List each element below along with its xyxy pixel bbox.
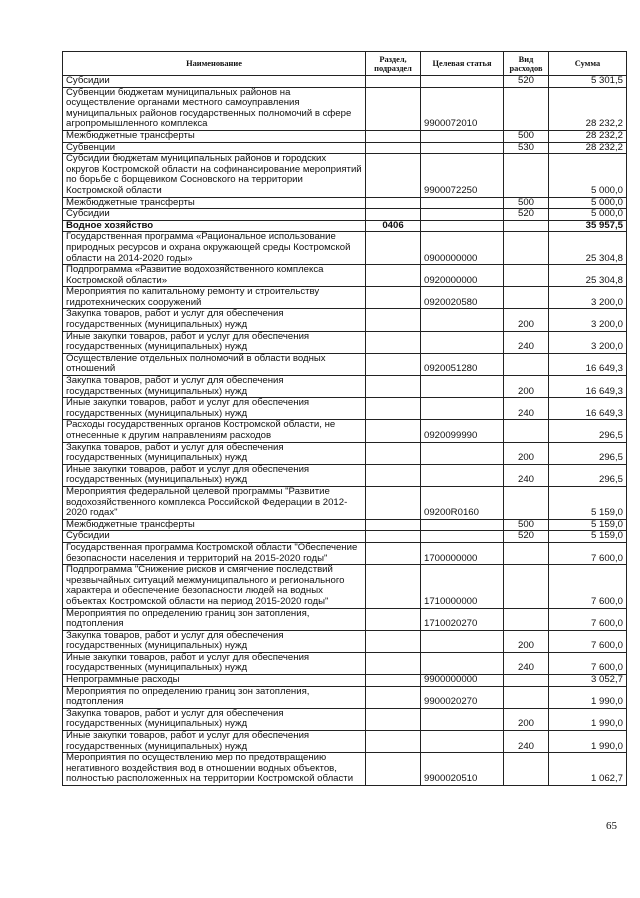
cell-target: 1710000000: [421, 565, 504, 608]
cell-kind: 500: [504, 197, 549, 209]
header-name: Наименование: [63, 52, 366, 76]
cell-sum: 5 159,0: [549, 486, 627, 519]
header-target: Целевая статья: [421, 52, 504, 76]
cell-kind: 500: [504, 519, 549, 531]
cell-kind: [504, 87, 549, 130]
table-row: [63, 265, 627, 287]
budget-table: [62, 51, 627, 786]
header-kind: Вид расходов: [504, 52, 549, 76]
table-row: [63, 442, 627, 464]
table-row: [63, 652, 627, 674]
cell-name: Непрограммные расходы: [63, 675, 366, 687]
cell-section: [366, 708, 421, 730]
cell-sum: 16 649,3: [549, 353, 627, 375]
cell-sum: 7 600,0: [549, 630, 627, 652]
table-row: [63, 630, 627, 652]
cell-sum: 28 232,2: [549, 87, 627, 130]
cell-name: Субвенции бюджетам муниципальных районов на осуществление органами местного самоуправления муниципальных районов государственных полномочий в сфере агропромышленного комплекса: [63, 87, 366, 130]
cell-sum: 3 200,0: [549, 331, 627, 353]
cell-target: 1710020270: [421, 608, 504, 630]
cell-kind: [504, 486, 549, 519]
table-row: [63, 708, 627, 730]
table-row: [63, 565, 627, 608]
cell-target: [421, 652, 504, 674]
cell-sum: 1 062,7: [549, 753, 627, 786]
cell-kind: 530: [504, 142, 549, 154]
cell-kind: 240: [504, 331, 549, 353]
cell-name: Мероприятия по осуществлению мер по предотвращению негативного воздействия вод в отношении водных объектов, полностью расположенных на территории Костромской области: [63, 753, 366, 786]
cell-sum: 296,5: [549, 464, 627, 486]
table-row: [63, 486, 627, 519]
cell-section: [366, 608, 421, 630]
cell-name: Государственная программа Костромской области "Обеспечение безопасности населения и территорий на 2015-2020 годы": [63, 542, 366, 564]
cell-section: [366, 331, 421, 353]
cell-target: [421, 442, 504, 464]
cell-kind: [504, 608, 549, 630]
cell-section: [366, 486, 421, 519]
cell-kind: [504, 542, 549, 564]
cell-name: Закупка товаров, работ и услуг для обеспечения государственных (муниципальных) нужд: [63, 309, 366, 331]
table-row: [63, 130, 627, 142]
table-row: [63, 232, 627, 265]
table-row: [63, 209, 627, 221]
table-row: [63, 197, 627, 209]
cell-kind: 520: [504, 76, 549, 88]
cell-name: Подпрограмма «Развитие водохозяйственного комплекса Костромской области»: [63, 265, 366, 287]
cell-kind: [504, 686, 549, 708]
cell-section: 0406: [366, 220, 421, 232]
cell-sum: 7 600,0: [549, 565, 627, 608]
cell-kind: 200: [504, 630, 549, 652]
cell-target: [421, 464, 504, 486]
table-row: [63, 220, 627, 232]
cell-name: Иные закупки товаров, работ и услуг для обеспечения государственных (муниципальных) нужд: [63, 731, 366, 753]
table-row: [63, 353, 627, 375]
cell-section: [366, 542, 421, 564]
cell-target: [421, 76, 504, 88]
cell-target: 0920099990: [421, 420, 504, 442]
cell-section: [366, 753, 421, 786]
cell-kind: [504, 420, 549, 442]
table-row: [63, 331, 627, 353]
cell-sum: 28 232,2: [549, 142, 627, 154]
cell-target: [421, 376, 504, 398]
cell-section: [366, 630, 421, 652]
cell-kind: [504, 565, 549, 608]
cell-target: 9900020270: [421, 686, 504, 708]
cell-target: 09200R0160: [421, 486, 504, 519]
cell-target: [421, 531, 504, 543]
cell-kind: [504, 753, 549, 786]
cell-kind: 240: [504, 464, 549, 486]
cell-target: [421, 142, 504, 154]
cell-kind: 240: [504, 398, 549, 420]
cell-name: Иные закупки товаров, работ и услуг для обеспечения государственных (муниципальных) нужд: [63, 398, 366, 420]
cell-name: Осуществление отдельных полномочий в области водных отношений: [63, 353, 366, 375]
cell-sum: 296,5: [549, 420, 627, 442]
cell-name: Мероприятия федеральной целевой программы "Развитие водохозяйственного комплекса Российской Федерации в 2012-2020 годах": [63, 486, 366, 519]
cell-name: Субсидии: [63, 531, 366, 543]
table-row: [63, 76, 627, 88]
cell-section: [366, 686, 421, 708]
cell-target: [421, 398, 504, 420]
cell-name: Межбюджетные трансферты: [63, 130, 366, 142]
cell-sum: 1 990,0: [549, 708, 627, 730]
cell-name: Субсидии бюджетам муниципальных районов и городских округов Костромской области на софинансирование мероприятий по борьбе с борщевиком Сосновского на территории Костромской области: [63, 154, 366, 197]
cell-name: Закупка товаров, работ и услуг для обеспечения государственных (муниципальных) нужд: [63, 442, 366, 464]
cell-section: [366, 442, 421, 464]
table-header: [63, 52, 627, 76]
header-section: Раздел, подраздел: [366, 52, 421, 76]
cell-kind: [504, 287, 549, 309]
cell-name: Субвенции: [63, 142, 366, 154]
table-row: [63, 420, 627, 442]
cell-sum: 16 649,3: [549, 398, 627, 420]
cell-name: Закупка товаров, работ и услуг для обеспечения государственных (муниципальных) нужд: [63, 708, 366, 730]
cell-sum: 5 000,0: [549, 209, 627, 221]
cell-sum: 1 990,0: [549, 686, 627, 708]
table-row: [63, 531, 627, 543]
cell-target: 0920051280: [421, 353, 504, 375]
cell-kind: [504, 265, 549, 287]
cell-target: 1700000000: [421, 542, 504, 564]
cell-name: Государственная программа «Рациональное использование природных ресурсов и охрана окружающей среды Костромской области на 2014-2020 годы»: [63, 232, 366, 265]
cell-target: [421, 197, 504, 209]
cell-target: [421, 630, 504, 652]
cell-section: [366, 464, 421, 486]
cell-name: Иные закупки товаров, работ и услуг для обеспечения государственных (муниципальных) нужд: [63, 652, 366, 674]
cell-kind: 240: [504, 652, 549, 674]
cell-target: 0900000000: [421, 232, 504, 265]
table-row: [63, 154, 627, 197]
table-row: [63, 542, 627, 564]
cell-sum: 5 159,0: [549, 531, 627, 543]
table-row: [63, 464, 627, 486]
cell-target: [421, 220, 504, 232]
table-row: [63, 309, 627, 331]
cell-target: [421, 708, 504, 730]
table-row: [63, 731, 627, 753]
cell-name: Мероприятия по определению границ зон затопления, подтопления: [63, 686, 366, 708]
table-row: [63, 287, 627, 309]
cell-name: Межбюджетные трансферты: [63, 519, 366, 531]
cell-kind: 200: [504, 309, 549, 331]
table-body: [63, 76, 627, 786]
cell-sum: 35 957,5: [549, 220, 627, 232]
cell-sum: 5 301,5: [549, 76, 627, 88]
cell-section: [366, 353, 421, 375]
cell-kind: [504, 154, 549, 197]
cell-name: Водное хозяйство: [63, 220, 366, 232]
cell-sum: 28 232,2: [549, 130, 627, 142]
cell-sum: 7 600,0: [549, 542, 627, 564]
cell-section: [366, 519, 421, 531]
cell-section: [366, 376, 421, 398]
cell-kind: 520: [504, 209, 549, 221]
cell-section: [366, 531, 421, 543]
cell-section: [366, 565, 421, 608]
cell-section: [366, 209, 421, 221]
header-sum: Сумма: [549, 52, 627, 76]
cell-sum: 5 000,0: [549, 154, 627, 197]
cell-kind: 200: [504, 376, 549, 398]
cell-sum: 25 304,8: [549, 265, 627, 287]
cell-kind: 520: [504, 531, 549, 543]
cell-sum: 3 200,0: [549, 309, 627, 331]
cell-section: [366, 76, 421, 88]
cell-kind: 200: [504, 708, 549, 730]
cell-section: [366, 652, 421, 674]
cell-target: [421, 331, 504, 353]
table-row: [63, 686, 627, 708]
cell-section: [366, 731, 421, 753]
cell-section: [366, 87, 421, 130]
cell-section: [366, 398, 421, 420]
cell-name: Мероприятия по определению границ зон затопления, подтопления: [63, 608, 366, 630]
cell-kind: [504, 220, 549, 232]
table-row: [63, 675, 627, 687]
cell-target: [421, 130, 504, 142]
cell-section: [366, 197, 421, 209]
cell-kind: [504, 353, 549, 375]
cell-sum: 5 000,0: [549, 197, 627, 209]
cell-section: [366, 265, 421, 287]
cell-name: Иные закупки товаров, работ и услуг для обеспечения государственных (муниципальных) нужд: [63, 464, 366, 486]
cell-kind: 240: [504, 731, 549, 753]
cell-name: Субсидии: [63, 209, 366, 221]
cell-sum: 7 600,0: [549, 608, 627, 630]
cell-section: [366, 142, 421, 154]
table-row: [63, 398, 627, 420]
table-row: [63, 519, 627, 531]
cell-target: 9900020510: [421, 753, 504, 786]
cell-target: 9900072250: [421, 154, 504, 197]
cell-section: [366, 675, 421, 687]
cell-section: [366, 130, 421, 142]
cell-section: [366, 287, 421, 309]
page-number: 65: [606, 820, 617, 832]
cell-name: Иные закупки товаров, работ и услуг для обеспечения государственных (муниципальных) нужд: [63, 331, 366, 353]
cell-target: [421, 209, 504, 221]
cell-target: [421, 309, 504, 331]
cell-kind: [504, 232, 549, 265]
cell-name: Подпрограмма "Снижение рисков и смягчение последствий чрезвычайных ситуаций межмуниципального и регионального характера и обеспечение безопасности людей на водных объектах Костромской области на период 2015-2020 годы": [63, 565, 366, 608]
table-row: [63, 142, 627, 154]
cell-sum: 16 649,3: [549, 376, 627, 398]
cell-target: 9900000000: [421, 675, 504, 687]
cell-kind: 500: [504, 130, 549, 142]
cell-section: [366, 420, 421, 442]
cell-target: 0920000000: [421, 265, 504, 287]
table-row: [63, 87, 627, 130]
table-row: [63, 608, 627, 630]
cell-sum: 1 990,0: [549, 731, 627, 753]
cell-name: Межбюджетные трансферты: [63, 197, 366, 209]
cell-name: Закупка товаров, работ и услуг для обеспечения государственных (муниципальных) нужд: [63, 376, 366, 398]
cell-name: Закупка товаров, работ и услуг для обеспечения государственных (муниципальных) нужд: [63, 630, 366, 652]
cell-name: Расходы государственных органов Костромской области, не отнесенные к другим направлениям расходов: [63, 420, 366, 442]
cell-target: [421, 519, 504, 531]
cell-target: 9900072010: [421, 87, 504, 130]
table-row: [63, 753, 627, 786]
cell-sum: 7 600,0: [549, 652, 627, 674]
cell-section: [366, 309, 421, 331]
cell-sum: 5 159,0: [549, 519, 627, 531]
cell-section: [366, 232, 421, 265]
cell-sum: 296,5: [549, 442, 627, 464]
cell-sum: 3 200,0: [549, 287, 627, 309]
cell-name: Мероприятия по капитальному ремонту и строительству гидротехнических сооружений: [63, 287, 366, 309]
cell-kind: [504, 675, 549, 687]
cell-target: [421, 731, 504, 753]
cell-sum: 3 052,7: [549, 675, 627, 687]
table-row: [63, 376, 627, 398]
cell-sum: 25 304,8: [549, 232, 627, 265]
cell-target: 0920020580: [421, 287, 504, 309]
cell-section: [366, 154, 421, 197]
cell-kind: 200: [504, 442, 549, 464]
cell-name: Субсидии: [63, 76, 366, 88]
